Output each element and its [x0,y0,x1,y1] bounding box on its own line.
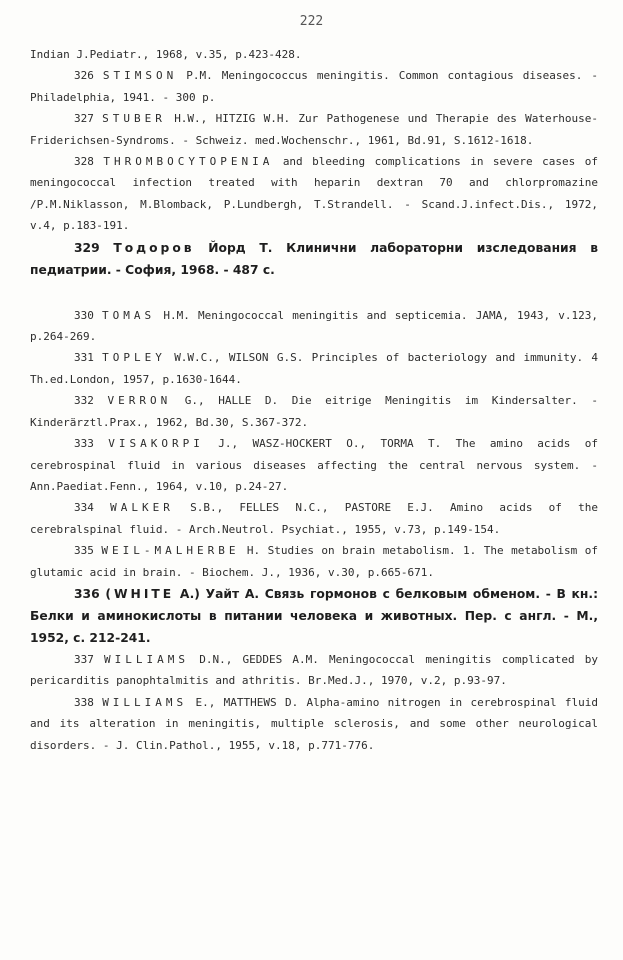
reference-author: TOMAS [102,308,156,322]
reference-text: Йорд Т. Клинични лабораторни изследования в педиатрии. - София, 1968. - 487 с. [30,240,599,277]
reference-number: 327 [74,112,94,126]
reference-text: W.W.C., WILSON G.S. Principles of bacteriology and immunity. 4 Th.ed.London, 1957, p.1630-1644. [30,351,598,386]
reference-entry [30,151,598,237]
reference-number: 334 [74,501,94,515]
reference-text: H.M. Meningococcal meningitis and septicemia. JAMA, 1943, v.123, p.264-269. [30,308,599,344]
reference-number: 331 [74,351,94,365]
reference-entry [30,692,598,756]
reference-author: STUBER [102,112,166,126]
reference-text: P.M. Meningococcus meningitis. Common contagious diseases. - Philadelphia, 1941. - 300 p. [30,69,599,104]
reference-text: and bleeding complications in severe cases of meningococcal infection treated with heparin dextran 70 and chlorpromazine /P.M.Niklasson, M.Blomback, P.Lundbergh, T.Strandell. - Scand.J.infect.Dis., 1972, v.4, p.183-191. [30,155,598,233]
reference-text: J., WASZ-HOCKERT O., TORMA T. The amino acids of cerebrospinal fluid in various diseases affecting the central nervous system. - Ann.Paediat.Fenn., 1964, v.10, p.24-27. [30,437,599,493]
reference-entry [30,347,598,390]
reference-entry [30,649,598,692]
reference-list [30,44,598,756]
reference-number: 328 [74,155,94,169]
reference-entry [30,65,598,108]
reference-number: 338 [74,695,94,709]
reference-author: Тодоров [113,240,195,255]
reference-text: D.N., GEDDES A.M. Meningococcal meningitis complicated by pericarditis panophtalmitis and athritis. Br.Med.J., 1970, v.2, p.93-97. [30,652,598,688]
reference-entry [30,497,598,540]
reference-number: 335 [74,544,94,558]
reference-text: H. Studies on brain metabolism. 1. The metabolism of glutamic acid in brain. - Biochem. J., 1936, v.30, p.665-671. [30,544,599,579]
reference-entry [30,305,598,348]
reference-author: (WHITE [105,586,175,601]
reference-author: WILLIAMS [102,695,188,709]
reference-author: WEIL-MALHERBE [101,544,240,558]
reference-number: 326 [74,69,94,83]
reference-entry [30,108,598,151]
reference-author: VISAKORPI [108,437,204,451]
reference-author: THROMBOCYTOPENIA [103,155,274,169]
reference-number: 337 [74,652,94,666]
reference-entry [30,540,598,583]
reference-text: Indian J.Pediatr., 1968, v.35, p.423-428. [30,48,302,61]
reference-number: 330 [74,308,94,322]
reference-text: A.) Уайт А. Связь гормонов с белковым обменом. - В кн.: Белки и аминокислоты в питании человека и животных. Пер. с англ. - М., 1952, с. 212-241. [30,586,598,645]
reference-number: 332 [74,394,94,408]
reference-text: E., MATTHEWS D. Alpha-amino nitrogen in cerebrospinal fluid and its alteration in meningitis, multiple sclerosis, and some other neurological disorders. - J. Clin.Pathol., 1955, v.18, p.771-776. [30,695,599,752]
reference-text: S.B., FELLES N.C., PASTORE E.J. Amino acids of the cerebralspinal fluid. - Arch.Neutrol. Psychiat., 1955, v.73, p.149-154. [30,501,599,536]
reference-author: WALKER [110,501,174,515]
reference-text: H.W., HITZIG W.H. Zur Pathogenese und Therapie des Waterhouse-Friderichsen-Syndroms. - Schweiz. med.Wochenschr., 1961, Bd.91, S.1612-1618. [30,112,598,147]
reference-author: WILLIAMS [104,652,190,666]
reference-number: 329 [74,240,100,255]
reference-number: 333 [74,437,94,451]
reference-entry [30,390,598,433]
reference-entry [30,583,598,649]
reference-entry [30,237,598,281]
reference-entry [30,433,598,497]
reference-author: STIMSON [102,69,178,83]
reference-number: 336 [74,586,100,601]
reference-author: TOPLEY [102,351,166,365]
reference-text: G., HALLE D. Die eitrige Meningitis im Kindersalter. - Kinderärztl.Prax., 1962, Bd.30, S.367-372. [30,394,598,429]
spacer [30,281,598,305]
page-number: 222 [299,14,324,29]
reference-author: VERRON [107,394,172,408]
reference-continuation [30,44,598,65]
